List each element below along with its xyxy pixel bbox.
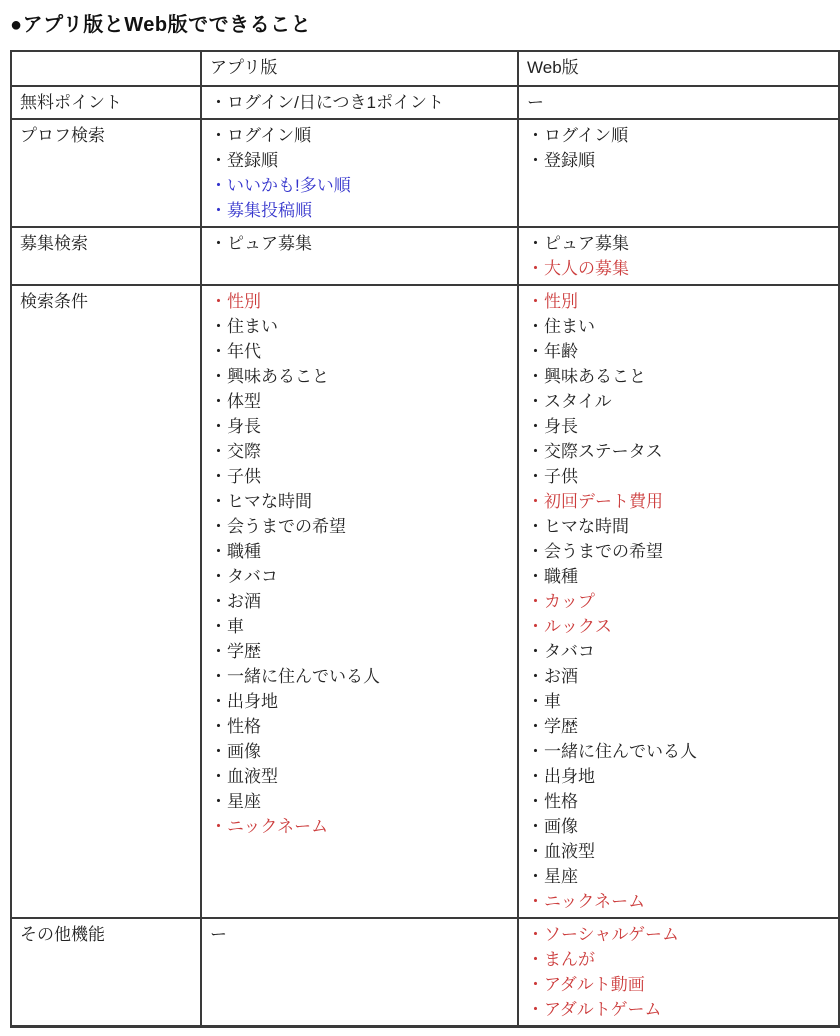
list-item: ・子供 — [527, 467, 578, 486]
list-item: ・ニックネーム — [527, 892, 646, 911]
list-item: ・身長 — [210, 417, 261, 436]
list-item: ・車 — [210, 617, 244, 636]
header-row — [11, 51, 839, 86]
list-item: ・一緒に住んでいる人 — [527, 742, 697, 761]
row-label: 募集検索 — [11, 227, 201, 285]
list-item: ・学歴 — [210, 642, 261, 661]
list-item: ・星座 — [210, 792, 261, 811]
list-item: ・学歴 — [527, 717, 578, 736]
table-row — [11, 119, 839, 227]
list-item: ・大人の募集 — [527, 259, 629, 278]
col-header-web: Web版 — [518, 51, 839, 86]
list-item: ・ヒマな時間 — [527, 517, 629, 536]
list-item: ・興味あること — [210, 367, 329, 386]
list-item: ・ピュア募集 — [527, 234, 629, 253]
row-label: その他機能 — [11, 918, 201, 1027]
list-item: ・いいかも!多い順 — [210, 176, 351, 195]
app-version-cell — [201, 86, 518, 119]
table-row — [11, 86, 839, 119]
list-item: ・星座 — [527, 867, 578, 886]
list-item: ・ログイン順 — [527, 126, 629, 145]
list-item: ・職種 — [210, 542, 261, 561]
table-body — [11, 86, 839, 1027]
list-item: ・性別 — [210, 292, 261, 311]
app-version-cell — [201, 227, 518, 285]
table-row — [11, 227, 839, 285]
list-item: ・性別 — [527, 292, 578, 311]
list-item: ・興味あること — [527, 367, 646, 386]
list-item: ・交際ステータス — [527, 442, 663, 461]
app-version-cell — [201, 918, 518, 1027]
list-item: ・登録順 — [210, 151, 278, 170]
list-item: ・ピュア募集 — [210, 234, 312, 253]
list-item: ・身長 — [527, 417, 578, 436]
list-item: ・ソーシャルゲーム — [527, 925, 679, 944]
table-row — [11, 918, 839, 1027]
list-item: ・体型 — [210, 392, 261, 411]
list-item: ・車 — [527, 692, 561, 711]
list-item: ・画像 — [527, 817, 578, 836]
row-label: プロフ検索 — [11, 119, 201, 227]
list-item: ・スタイル — [527, 392, 612, 411]
list-item: ・出身地 — [210, 692, 278, 711]
list-item: ・年齢 — [527, 342, 578, 361]
list-item: ・アダルトゲーム — [527, 1000, 662, 1019]
list-item: ・住まい — [210, 317, 278, 336]
list-item: ・ログイン順 — [210, 126, 312, 145]
comparison-table — [10, 50, 840, 1028]
web-version-cell — [518, 227, 839, 285]
list-item: ・会うまでの希望 — [527, 542, 663, 561]
list-item: ・お酒 — [527, 667, 578, 686]
web-version-cell — [518, 119, 839, 227]
row-label: 無料ポイント — [11, 86, 201, 119]
list-item: ・血液型 — [527, 842, 595, 861]
col-header-app: アプリ版 — [201, 51, 518, 86]
list-item: ・ニックネーム — [210, 817, 329, 836]
page-title: ●アプリ版とWeb版でできること — [10, 14, 312, 36]
list-item: ・性格 — [527, 792, 578, 811]
list-item: ・出身地 — [527, 767, 595, 786]
list-item: ・まんが — [527, 950, 595, 969]
table-row — [11, 285, 839, 918]
list-item: ・住まい — [527, 317, 595, 336]
list-item: ・お酒 — [210, 592, 261, 611]
list-item: ・アダルト動画 — [527, 975, 645, 994]
list-item: ・交際 — [210, 442, 261, 461]
list-item: ー — [210, 925, 227, 944]
list-item: ・募集投稿順 — [210, 201, 312, 220]
list-item: ・初回デート費用 — [527, 492, 663, 511]
app-version-cell — [201, 119, 518, 227]
list-item: ・ヒマな時間 — [210, 492, 312, 511]
list-item: ・血液型 — [210, 767, 278, 786]
list-item: ・タバコ — [210, 567, 278, 586]
web-version-cell — [518, 918, 839, 1027]
list-item: ・性格 — [210, 717, 261, 736]
row-label: 検索条件 — [11, 285, 201, 918]
list-item: ・年代 — [210, 342, 261, 361]
list-item: ・カップ — [527, 592, 595, 611]
list-item: ・画像 — [210, 742, 261, 761]
list-item: ・ルックス — [527, 617, 612, 636]
app-version-cell — [201, 285, 518, 918]
list-item: ・子供 — [210, 467, 261, 486]
list-item: ・登録順 — [527, 151, 595, 170]
list-item: ・職種 — [527, 567, 578, 586]
list-item: ・一緒に住んでいる人 — [210, 667, 380, 686]
list-item: ・ログイン/日につき1ポイント — [210, 93, 444, 112]
list-item: ・会うまでの希望 — [210, 517, 346, 536]
web-version-cell — [518, 285, 839, 918]
web-version-cell — [518, 86, 839, 119]
list-item: ・タバコ — [527, 642, 595, 661]
list-item: ー — [527, 93, 544, 112]
col-header-empty — [11, 51, 201, 86]
